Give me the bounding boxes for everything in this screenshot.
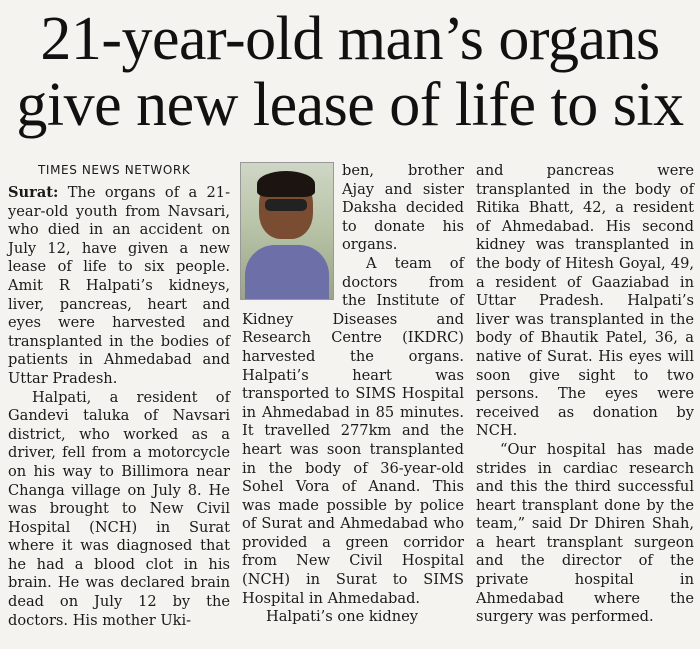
lead-paragraph-text: The organs of a 21-year-old youth from Navsari, who died in an accident on July 12, have given a new lease of life to six people. Amit R Halpati’s kidneys, liver, pancreas, heart and eyes were harvested and transplanted in the bodies of patients in Ahmedabad and Uttar Pradesh. xyxy=(8,184,230,387)
paragraph: and pancreas were transplanted in the body of Ritika Bhatt, 42, a resident of Ahmedabad. His second kidney was transplanted in the body of Hitesh Goyal, 49, a resident of Gaaziabad in Uttar Pradesh. Halpati’s liver was transplanted in the body of Bhautik Patel, 36, a native of Surat. His eyes will soon give sight to two persons. The eyes were received as donation by NCH. xyxy=(476,162,694,440)
paragraph: A team of doctors from the Institute of Kidney Diseases and Research Centre (IKDRC) harvested the organs. Halpati’s heart was transported to SIMS Hospital in Ahmedabad in 85 minutes. It travelled 277km and the heart was soon transplanted in the body of 36-year-old Sohel Vora of Anand. This was made possible by police of Surat and Ahmedabad who provided a green corridor from New Civil Hospital (NCH) in Surat to SIMS Hospital in Ahmedabad. xyxy=(242,254,464,607)
headline xyxy=(0,6,700,138)
lead-paragraph xyxy=(8,184,230,389)
article-column-1 xyxy=(8,162,230,630)
quote-paragraph: “Our hospital has made strides in cardiac research and this the third successful heart transplant done by the team,” said Dr Dhiren Shah, a heart transplant surgeon and the director of the private hospital in Ahmedabad where the surgery was performed. xyxy=(476,440,694,626)
article-column-2 xyxy=(242,162,464,627)
portrait-photo xyxy=(240,162,334,300)
byline: TIMES NEWS NETWORK xyxy=(38,163,191,177)
paragraph: Halpati’s one kidney xyxy=(266,608,419,626)
headline-line-1: 21-year-old man’s organs xyxy=(40,5,660,73)
article-column-3 xyxy=(476,162,694,627)
headline-line-2: give new lease of life to six xyxy=(16,71,684,139)
dateline: Surat: xyxy=(8,184,59,201)
paragraph: ben, brother Ajay and sister Daksha decided to donate his organs. xyxy=(342,162,464,254)
paragraph: Halpati, a resident of Gandevi taluka of Navsari district, who worked as a driver, fell from a motorcycle on his way to Billimora near Changa village on July 8. He was brought to New Civil Hospital (NCH) in Surat where it was diagnosed that he had a blood clot in his brain. He was declared brain dead on July 12 by the doctors. His mother Uki- xyxy=(8,388,230,629)
